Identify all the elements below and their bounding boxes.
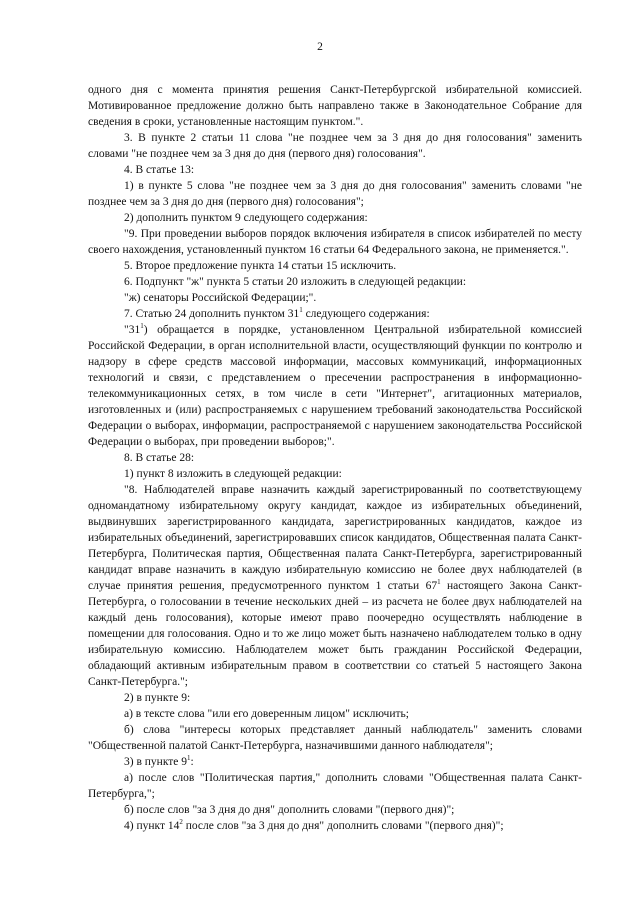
text-segment: ) обращается в порядке, установленном Центральной избирательной комиссией Российской Федерации, в орган исполнительной власти, осуществляющий функции по контролю и надзору в сфере средств массовой информации, массовых коммуникаций, информационных технологий и связи, с представлением о пресечении распространения в информационно-телекоммуникационных сетях, в том числе в сети "Интернет", агитационных материалов, изготовленных и (или) распространяемых с нарушением требований законодательства Российской Федерации о выборах, информации, распространяемой с нарушением законодательства Российской Федерации о выборах, при проведении выборов;". (88, 324, 582, 448)
text-segment: 7. Статью 24 дополнить пунктом 31 (124, 308, 300, 320)
paragraph-subitem-8-3 (88, 754, 582, 770)
paragraph-quote-9: "9. При проведении выборов порядок включения избирателя в список избирателей по месту своего нахождения, установленный пунктом 16 статьи 64 Федерального закона, не применяется.". (88, 228, 582, 256)
superscript: 1 (140, 322, 144, 331)
paragraph-item-3: 3. В пункте 2 статьи 11 слова "не позднее чем за 3 дня до дня голосования" заменить словами "не позднее чем за 3 дня до дня (первого дня) голосования". (88, 132, 582, 160)
paragraph-item-5: 5. Второе предложение пункта 14 статьи 15 исключить. (124, 260, 397, 272)
paragraph-quote-31-1 (88, 322, 582, 450)
paragraph-subitem-a: а) после слов "Политическая партия," дополнить словами "Общественная палата Санкт-Петербурга,"; (88, 772, 582, 800)
paragraph-quote-8 (88, 482, 582, 690)
superscript: 1 (187, 754, 191, 763)
paragraph-item-6: 6. Подпункт "ж" пункта 5 статьи 20 изложить в следующей редакции: (124, 276, 467, 288)
paragraph-item-4: 4. В статье 13: (124, 164, 195, 176)
text-segment: 3) в пункте 9 (124, 756, 188, 768)
paragraph-subitem-4-1: 1) в пункте 5 слова "не позднее чем за 3 дня до дня голосования" заменить словами "не позднее чем за 3 дня до дня (первого дня) голосования"; (88, 180, 582, 208)
paragraph-subitem-8-2: 2) в пункте 9: (124, 692, 191, 704)
superscript: 2 (179, 818, 183, 827)
paragraph-subitem-8-4 (88, 818, 582, 834)
paragraph-subitem-b: б) после слов "за 3 дня до дня" дополнить словами "(первого дня)"; (124, 804, 455, 816)
text-segment: настоящего Закона Санкт-Петербурга, о голосовании в течение нескольких дней – из расчета не более двух наблюдателей на каждый день голосования), которые имеют право поочередно осуществлять наблюдение в помещении для голосования. Одно и то же лицо может быть назначено наблюдателем только в одну избирательную комиссию. Наблюдателем может быть гражданин Российской Федерации, обладающий активным избирательным правом в соответствии со статьей 5 настоящего Закона Санкт-Петербурга."; (88, 580, 582, 688)
paragraph-item-7 (88, 306, 582, 322)
paragraph-item-8: 8. В статье 28: (124, 452, 195, 464)
paragraph-quote-zh: "ж) сенаторы Российской Федерации;". (124, 292, 317, 304)
page-number: 2 (317, 41, 323, 53)
superscript: 1 (299, 306, 303, 315)
paragraph-continuation: одного дня с момента принятия решения Санкт-Петербургской избирательной комиссией. Мотивированное предложение должно быть направлено также в Законодательное Собрание для сведения в сроки, установленные настоящим пунктом.". (88, 84, 582, 128)
text-segment: "8. Наблюдателей вправе назначить каждый зарегистрированный по соответствующему одномандатному избирательному округу кандидат, каждое из избирательных объединений, выдвинувших зарегистрированного кандидата, зарегистрированных кандидатов, каждое из избирательных объединений, зарегистрировавших список кандидатов, Общественная палата Санкт-Петербурга, Политическая партия, Общественная палата Санкт-Петербурга, зарегистрированный кандидат вправе назначить в каждую избирательную комиссию не более двух наблюдателей (в случае принятия решения, предусмотренного пунктом 1 статьи 67 (88, 484, 582, 592)
text-segment: : (190, 756, 194, 768)
superscript: 1 (437, 578, 441, 587)
paragraph-subitem-a: а) в тексте слова "или его доверенным лицом" исключить; (124, 708, 409, 720)
text-segment: после слов "за 3 дня до дня" дополнить словами "(первого дня)"; (182, 820, 504, 832)
text-segment: 4) пункт 14 (124, 820, 180, 832)
paragraph-subitem-b: б) слова "интересы которых представляет данный наблюдатель" заменить словами "Общественной палатой Санкт-Петербурга, назначившими данного наблюдателя"; (88, 724, 582, 752)
paragraph-subitem-4-2: 2) дополнить пунктом 9 следующего содержания: (124, 212, 368, 224)
document-body (88, 82, 582, 834)
paragraph-subitem-8-1: 1) пункт 8 изложить в следующей редакции: (124, 468, 342, 480)
text-segment: "31 (124, 324, 141, 336)
text-segment: следующего содержания: (302, 308, 430, 320)
